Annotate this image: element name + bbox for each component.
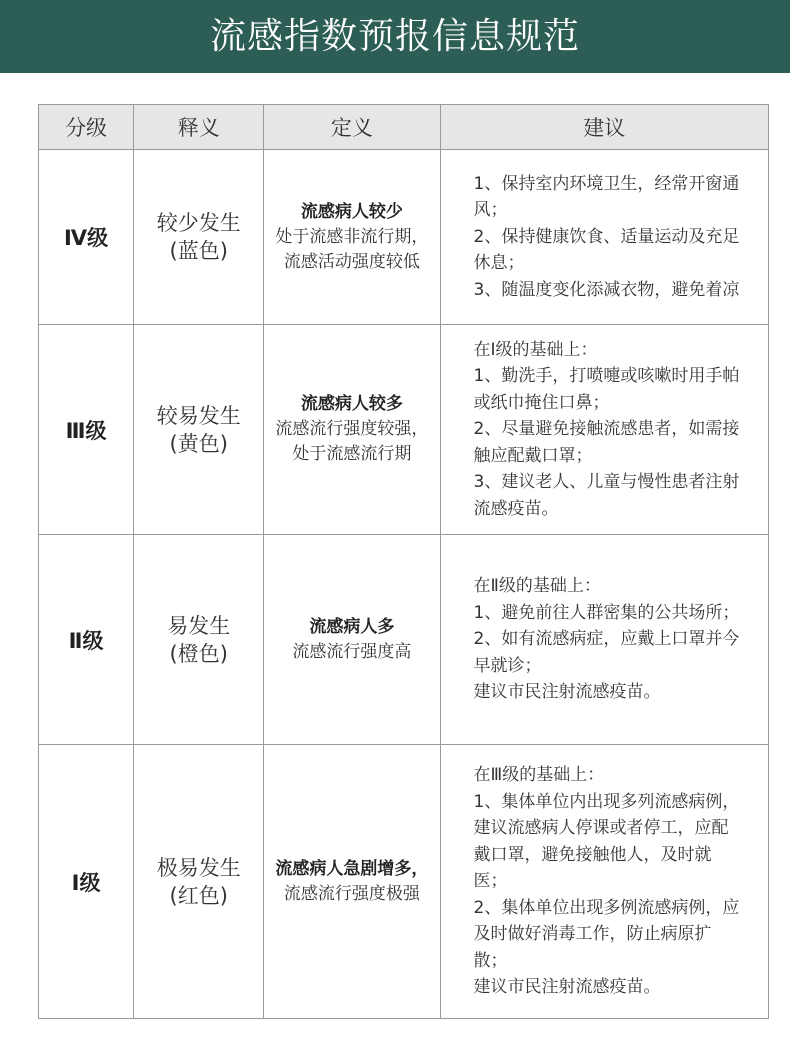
advice-line: 2、如有流感病症，应戴上口罩并今早就诊；	[473, 629, 740, 676]
advice-cell	[440, 535, 768, 745]
meaning-cell	[134, 150, 264, 325]
definition-text: 流感流行强度极强	[283, 883, 420, 904]
meaning-color: (橙色)	[169, 641, 228, 666]
definition-title: 流感病人较少	[300, 201, 403, 222]
advice-line: 2、集体单位出现多例流感病例，应及时做好消毒工作，防止病原扩散；	[473, 897, 740, 971]
advice-line: 1、保持室内环境卫生，经常开窗通风；	[473, 173, 740, 221]
definition-title: 流感病人急剧增多，	[275, 858, 429, 879]
level-cell: Ⅱ级	[39, 535, 134, 745]
advice-line: 在Ⅲ级的基础上：	[473, 765, 605, 786]
table-header-row	[39, 105, 769, 150]
advice-line: 在Ⅰ级的基础上：	[473, 339, 598, 360]
header-definition: 定义	[264, 105, 440, 150]
table-row	[39, 150, 769, 325]
advice-line: 1、集体单位内出现多列流感病例，建议流感病人停课或者停工，应配戴口罩，避免接触他人，及时就医；	[473, 791, 740, 892]
table-row	[39, 745, 769, 1019]
definition-cell	[264, 325, 440, 535]
header-advice: 建议	[440, 105, 768, 150]
advice-cell	[440, 150, 768, 325]
advice-line: 建议市民注射流感疫苗。	[473, 977, 661, 998]
advice-line: 2、保持健康饮食、适量运动及充足休息；	[473, 226, 740, 274]
meaning-text: 极易发生	[156, 855, 241, 880]
definition-title: 流感病人较多	[300, 394, 403, 414]
level-cell: Ⅳ级	[39, 150, 134, 325]
definition-text: 处于流感非流行期，流感活动强度较低	[275, 226, 429, 272]
advice-line: 3、随温度变化添减衣物，避免着凉	[473, 279, 740, 300]
meaning-cell	[134, 745, 264, 1019]
meaning-color: (黄色)	[169, 431, 228, 456]
definition-cell	[264, 535, 440, 745]
level-cell: Ⅰ级	[39, 745, 134, 1019]
table-row	[39, 535, 769, 745]
advice-line: 1、避免前往人群密集的公共场所；	[473, 602, 740, 623]
meaning-color: (蓝色)	[169, 239, 228, 263]
definition-cell	[264, 150, 440, 325]
meaning-text: 较易发生	[156, 403, 241, 428]
advice-line: 1、勤洗手，打喷嚏或咳嗽时用手帕或纸巾掩住口鼻；	[473, 366, 740, 413]
definition-cell	[264, 745, 440, 1019]
meaning-color: (红色)	[169, 883, 228, 908]
advice-line: 3、建议老人、儿童与慢性患者注射流感疫苗。	[473, 472, 740, 519]
table-row	[39, 325, 769, 535]
page-title: 流感指数预报信息规范	[209, 16, 580, 57]
meaning-text: 较少发生	[156, 211, 241, 235]
advice-cell	[440, 325, 768, 535]
definition-text: 流感流行强度较强，处于流感流行期	[275, 419, 429, 464]
advice-line: 建议市民注射流感疫苗。	[473, 682, 661, 703]
meaning-cell	[134, 535, 264, 745]
header-meaning: 释义	[134, 105, 264, 150]
advice-cell	[440, 745, 768, 1019]
meaning-cell	[134, 325, 264, 535]
meaning-text: 易发生	[167, 613, 231, 638]
definition-title: 流感病人多	[309, 616, 395, 637]
level-cell: Ⅲ级	[39, 325, 134, 535]
header-level: 分级	[39, 105, 134, 150]
flu-index-table	[38, 104, 769, 1019]
advice-line: 2、尽量避免接触流感患者，如需接触应配戴口罩；	[473, 419, 740, 466]
definition-text: 流感流行强度高	[292, 641, 412, 662]
advice-line: 在Ⅱ级的基础上：	[473, 576, 601, 597]
